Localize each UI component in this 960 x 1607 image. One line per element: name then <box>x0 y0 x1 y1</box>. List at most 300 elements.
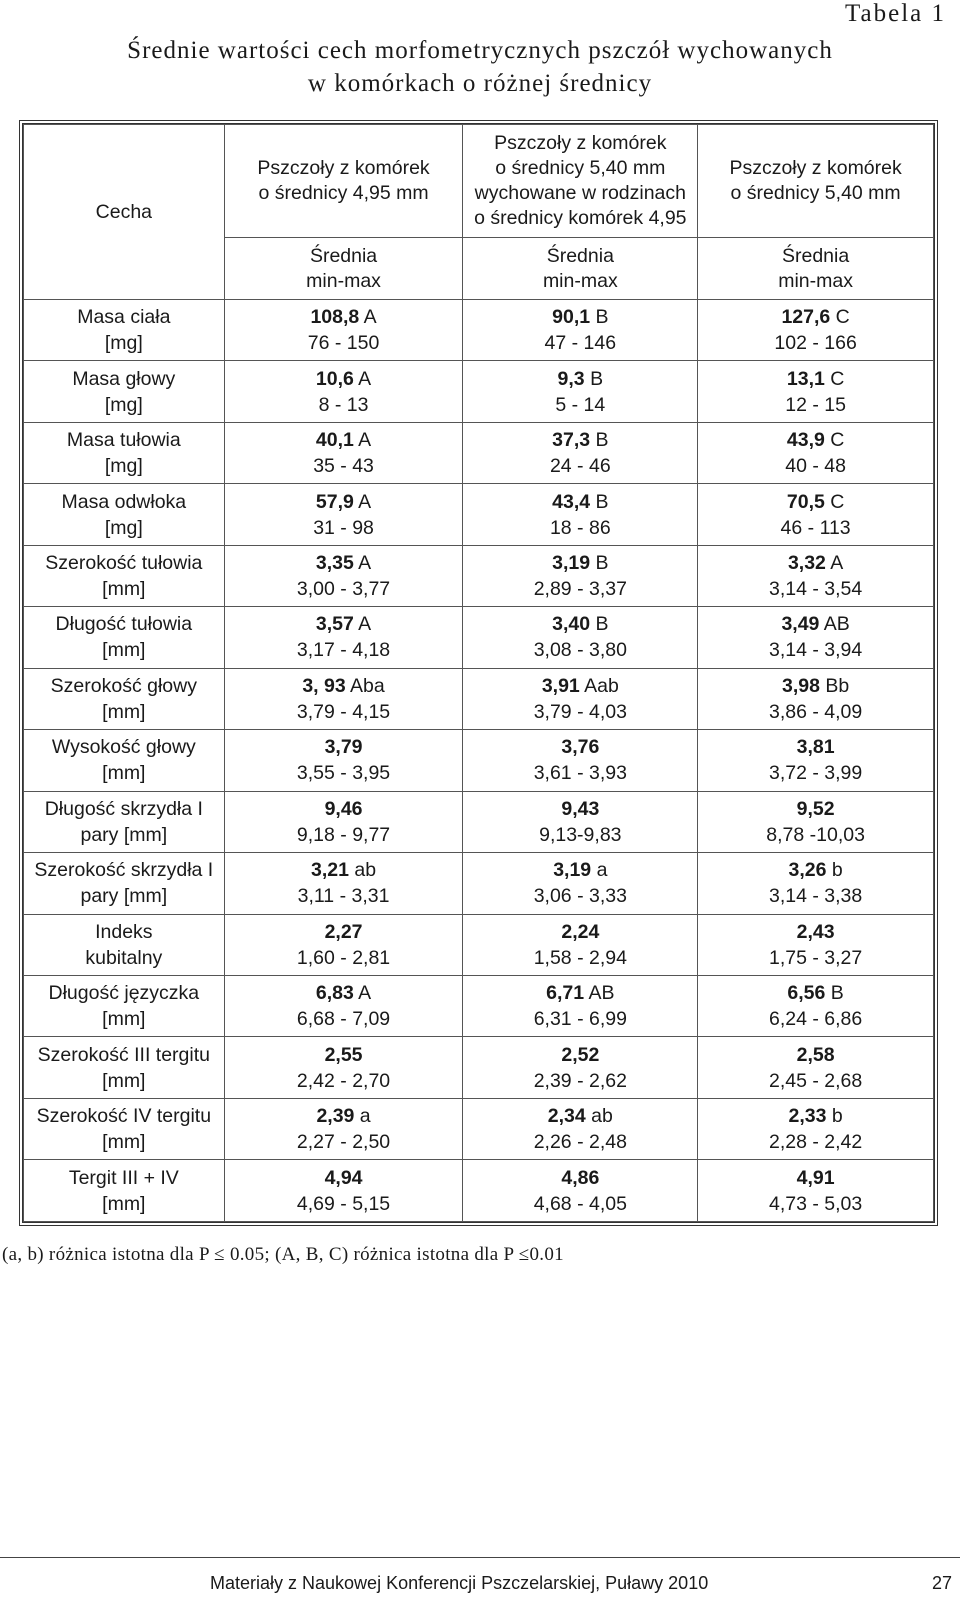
range-value: 3,06 - 3,33 <box>533 885 627 908</box>
mean-value: 3,76 <box>561 736 600 759</box>
cell-line: o średnicy 4,95 mm <box>258 182 429 204</box>
mean-value: 3,49 <box>781 613 820 636</box>
value-cell <box>224 1098 463 1159</box>
mean-value: 127,6 <box>781 306 831 329</box>
cell-line: Pszczoły z komórek <box>494 132 667 154</box>
mean-value: 9,46 <box>324 797 363 820</box>
mean-line <box>700 550 931 576</box>
range-value: 9,13-9,83 <box>539 823 622 846</box>
range-value: 3,79 - 4,15 <box>296 700 391 723</box>
trait-name <box>24 1098 225 1159</box>
cell-line: Średnia <box>546 244 614 267</box>
mean-value: 2,27 <box>324 920 363 943</box>
header-row <box>24 125 934 238</box>
mean-line <box>465 304 695 330</box>
trait-name <box>24 914 225 975</box>
range-value: 9,18 - 9,77 <box>296 823 391 846</box>
cell-line: Pszczoły z komórek <box>729 157 902 179</box>
cell-line: Długość skrzydła I <box>44 797 203 820</box>
range-value: 1,58 - 2,94 <box>533 946 627 969</box>
cell-line: pary [mm] <box>80 823 168 846</box>
mean-line <box>700 1165 931 1191</box>
range-value: 2,42 - 2,70 <box>296 1069 391 1092</box>
table-row <box>24 791 934 852</box>
cell-line: Masa ciała <box>77 306 171 329</box>
significance-group: B <box>584 367 604 390</box>
value-cell <box>463 668 698 729</box>
value-cell <box>463 484 698 545</box>
trait-name <box>24 300 225 361</box>
mean-line <box>700 1103 931 1129</box>
mean-line <box>700 366 931 392</box>
mean-line <box>227 366 461 392</box>
table-row <box>24 730 934 791</box>
table-row <box>24 914 934 975</box>
significance-group: ab <box>585 1105 613 1128</box>
mean-line <box>227 427 461 453</box>
significance-group: a <box>354 1105 371 1128</box>
cell-line: o średnicy komórek 4,95 <box>474 207 687 229</box>
header-group-1 <box>224 125 463 238</box>
significance-group: B <box>590 490 609 513</box>
range-value: 4,69 - 5,15 <box>296 1192 391 1215</box>
cell-line: [mm] <box>102 639 146 662</box>
cell-line: Szerokość skrzydła I <box>34 859 214 882</box>
value-cell <box>463 1037 698 1098</box>
mean-value: 3,21 <box>311 859 349 882</box>
value-cell <box>224 300 463 361</box>
mean-line <box>700 857 931 883</box>
morphometric-table <box>23 124 934 1222</box>
mean-line <box>465 1165 695 1191</box>
mean-value: 43,4 <box>552 490 591 513</box>
mean-value: 70,5 <box>786 490 825 513</box>
range-value: 2,39 - 2,62 <box>533 1069 627 1092</box>
table-row <box>24 300 934 361</box>
cell-line: Średnia <box>781 244 850 267</box>
cell-line: o średnicy 5,40 mm <box>730 182 901 204</box>
cell-line: [mg] <box>104 455 143 478</box>
mean-line <box>700 734 931 760</box>
table-row <box>24 484 934 545</box>
value-cell <box>698 300 934 361</box>
significance-group: A <box>353 552 372 575</box>
mean-line <box>465 980 695 1006</box>
table-row <box>24 668 934 729</box>
value-cell <box>698 668 934 729</box>
table-row <box>24 853 934 914</box>
cell-line: Szerokość głowy <box>50 674 197 697</box>
range-value: 3,11 - 3,31 <box>297 885 390 908</box>
significance-group: AB <box>819 613 850 636</box>
value-cell <box>224 361 463 422</box>
range-value: 12 - 15 <box>785 393 846 416</box>
range-value: 46 - 113 <box>780 516 851 539</box>
mean-value: 57,9 <box>315 490 354 513</box>
significance-group: Bb <box>819 674 850 697</box>
significance-group: A <box>353 982 372 1005</box>
mean-line <box>700 1042 931 1068</box>
value-cell <box>463 422 698 483</box>
mean-line <box>227 857 461 883</box>
cell-line: Masa odwłoka <box>61 490 187 513</box>
cell-line: [mg] <box>104 332 143 355</box>
mean-value: 10,6 <box>315 367 354 390</box>
mean-value: 2,24 <box>561 920 600 943</box>
significance-group: Aab <box>579 674 619 697</box>
trait-name <box>24 545 225 606</box>
cell-line: Szerokość IV tergitu <box>36 1105 212 1128</box>
mean-line <box>465 919 695 945</box>
value-cell <box>224 422 463 483</box>
range-value: 1,75 - 3,27 <box>768 946 863 969</box>
mean-value: 9,52 <box>796 797 835 820</box>
significance-group: A <box>353 429 372 452</box>
mean-value: 3,32 <box>787 552 826 575</box>
value-cell <box>698 975 934 1036</box>
mean-value: 90,1 <box>552 306 591 329</box>
subheader-cell <box>224 238 463 300</box>
mean-value: 108,8 <box>310 306 360 329</box>
mean-line <box>227 673 461 699</box>
value-cell <box>463 1098 698 1159</box>
cell-line: [mm] <box>102 1008 146 1031</box>
mean-value: 4,94 <box>324 1166 363 1189</box>
mean-value: 3,98 <box>781 674 820 697</box>
value-cell <box>698 422 934 483</box>
mean-value: 9,43 <box>561 797 600 820</box>
mean-line <box>227 734 461 760</box>
significance-group: ab <box>348 859 377 882</box>
significance-group: A <box>359 306 377 329</box>
cell-line: Masa tułowia <box>66 429 181 452</box>
mean-line <box>227 796 461 822</box>
mean-value: 3,19 <box>552 552 591 575</box>
cell-line: [mm] <box>102 578 146 601</box>
table-body <box>24 125 934 1222</box>
mean-value: 3,79 <box>324 736 363 759</box>
mean-line <box>227 304 461 330</box>
table-row <box>24 545 934 606</box>
value-cell <box>463 791 698 852</box>
cell-line: Szerokość III tergitu <box>37 1043 210 1066</box>
range-value: 4,68 - 4,05 <box>533 1192 627 1215</box>
mean-value: 3, 93 <box>302 674 346 697</box>
cell-line: [mm] <box>102 1192 146 1215</box>
significance-group: B <box>590 613 609 636</box>
range-value: 76 - 150 <box>307 332 380 355</box>
trait-name <box>24 668 225 729</box>
value-cell <box>698 1098 934 1159</box>
mean-line <box>227 919 461 945</box>
mean-line <box>700 673 931 699</box>
mean-line <box>465 489 695 515</box>
mean-value: 3,40 <box>552 613 591 636</box>
range-value: 3,72 - 3,99 <box>768 762 863 785</box>
cell-line: [mm] <box>102 700 146 723</box>
trait-name <box>24 1037 225 1098</box>
value-cell <box>463 300 698 361</box>
value-cell <box>463 545 698 606</box>
significance-group: A <box>353 613 372 636</box>
mean-line <box>700 796 931 822</box>
value-cell <box>224 791 463 852</box>
data-table-frame <box>22 123 935 1223</box>
mean-line <box>700 919 931 945</box>
range-value: 47 - 146 <box>544 332 617 355</box>
cell-line: [mg] <box>104 393 143 416</box>
cell-line: wychowane w rodzinach <box>474 182 686 204</box>
value-cell <box>463 975 698 1036</box>
cell-line: min-max <box>778 269 853 292</box>
header-cecha: Cecha <box>24 125 225 300</box>
mean-line <box>465 796 695 822</box>
value-cell <box>224 1037 463 1098</box>
value-cell <box>698 1037 934 1098</box>
trait-name <box>24 422 225 483</box>
mean-value: 2,39 <box>316 1105 355 1128</box>
mean-value: 9,3 <box>557 367 585 390</box>
cell-line: Wysokość głowy <box>51 736 196 759</box>
trait-name <box>24 1160 225 1222</box>
range-value: 2,45 - 2,68 <box>768 1069 863 1092</box>
value-cell <box>698 914 934 975</box>
range-value: 8,78 -10,03 <box>766 823 865 846</box>
trait-name <box>24 975 225 1036</box>
table-title <box>40 34 920 100</box>
range-value: 2,28 - 2,42 <box>768 1131 863 1154</box>
mean-value: 6,71 <box>546 982 585 1005</box>
mean-line <box>700 980 931 1006</box>
value-cell <box>698 484 934 545</box>
table-row <box>24 1037 934 1098</box>
range-value: 3,17 - 4,18 <box>296 639 391 662</box>
cell-line: Długość języczka <box>48 982 200 1005</box>
cell-line: Długość tułowia <box>55 613 193 636</box>
range-value: 5 - 14 <box>555 393 606 416</box>
mean-value: 3,19 <box>553 859 592 882</box>
cell-line: Indeks <box>95 920 153 943</box>
table-label: Tabela 1 <box>844 0 946 27</box>
cell-line: Masa głowy <box>72 367 176 390</box>
table-row <box>24 975 934 1036</box>
value-cell <box>463 730 698 791</box>
value-cell <box>463 914 698 975</box>
range-value: 6,68 - 7,09 <box>296 1008 391 1031</box>
value-cell <box>463 1160 698 1222</box>
trait-name <box>24 484 225 545</box>
range-value: 3,86 - 4,09 <box>768 700 863 723</box>
significance-group: A <box>353 367 372 390</box>
trait-name <box>24 730 225 791</box>
range-value: 6,24 - 6,86 <box>768 1008 863 1031</box>
mean-line <box>465 1103 695 1129</box>
mean-value: 37,3 <box>552 429 591 452</box>
range-value: 3,79 - 4,03 <box>533 700 627 723</box>
mean-value: 3,91 <box>541 674 580 697</box>
significance-group: C <box>824 490 845 513</box>
mean-line <box>227 1165 461 1191</box>
cell-line: Szerokość tułowia <box>45 552 203 575</box>
value-cell <box>224 1160 463 1222</box>
mean-value: 4,91 <box>796 1166 835 1189</box>
mean-line <box>227 1042 461 1068</box>
value-cell <box>698 791 934 852</box>
page-number: 27 <box>931 1573 952 1593</box>
trait-name <box>24 791 225 852</box>
significance-group: C <box>824 367 845 390</box>
mean-line <box>700 427 931 453</box>
mean-line <box>465 734 695 760</box>
significance-group: B <box>590 306 609 329</box>
significance-group: C <box>830 306 850 329</box>
mean-line <box>227 980 461 1006</box>
range-value: 35 - 43 <box>313 455 374 478</box>
value-cell <box>698 853 934 914</box>
range-value: 6,31 - 6,99 <box>533 1008 627 1031</box>
table-row <box>24 607 934 668</box>
significance-group: B <box>590 429 609 452</box>
significance-group: Aba <box>345 674 385 697</box>
mean-line <box>700 304 931 330</box>
header-group-2 <box>463 125 698 238</box>
trait-name <box>24 607 225 668</box>
table-row <box>24 1160 934 1222</box>
significance-group: B <box>590 552 609 575</box>
value-cell <box>463 361 698 422</box>
trait-name <box>24 361 225 422</box>
mean-line <box>227 489 461 515</box>
cell-line: Pszczoły z komórek <box>257 157 430 179</box>
subheader-cell <box>698 238 934 300</box>
value-cell <box>224 545 463 606</box>
header-group-3 <box>698 125 934 238</box>
range-value: 2,26 - 2,48 <box>533 1131 627 1154</box>
mean-line <box>227 1103 461 1129</box>
cell-line: [mm] <box>102 1069 146 1092</box>
table-row <box>24 422 934 483</box>
mean-line <box>465 611 695 637</box>
significance-group: a <box>591 859 608 882</box>
mean-line <box>227 550 461 576</box>
mean-value: 43,9 <box>786 429 825 452</box>
mean-line <box>465 427 695 453</box>
value-cell <box>224 975 463 1036</box>
mean-line <box>700 489 931 515</box>
mean-line <box>465 1042 695 1068</box>
value-cell <box>698 607 934 668</box>
mean-value: 3,35 <box>315 552 354 575</box>
mean-line <box>465 366 695 392</box>
significance-group: AB <box>584 982 615 1005</box>
range-value: 102 - 166 <box>774 332 857 355</box>
mean-value: 6,83 <box>315 982 354 1005</box>
mean-value: 3,57 <box>315 613 354 636</box>
significance-group: b <box>826 1105 843 1128</box>
range-value: 3,61 - 3,93 <box>533 762 627 785</box>
range-value: 3,00 - 3,77 <box>296 578 391 601</box>
range-value: 3,14 - 3,54 <box>768 578 863 601</box>
range-value: 40 - 48 <box>785 455 846 478</box>
mean-value: 6,56 <box>787 982 826 1005</box>
cell-line: Średnia <box>309 244 378 267</box>
mean-value: 4,86 <box>561 1166 600 1189</box>
range-value: 31 - 98 <box>313 516 374 539</box>
footnote: (a, b) różnica istotna dla P ≤ 0.05; (A, B, C) różnica istotna dla P ≤0.01 <box>2 1244 564 1265</box>
mean-value: 2,55 <box>324 1043 363 1066</box>
value-cell <box>224 853 463 914</box>
table-row <box>24 361 934 422</box>
title-line-2: w komórkach o różnej średnicy <box>307 70 653 97</box>
range-value: 1,60 - 2,81 <box>296 946 391 969</box>
value-cell <box>224 914 463 975</box>
value-cell <box>698 730 934 791</box>
significance-group: b <box>826 859 843 882</box>
range-value: 3,55 - 3,95 <box>296 762 391 785</box>
significance-group: B <box>825 982 844 1005</box>
value-cell <box>224 730 463 791</box>
trait-name <box>24 853 225 914</box>
mean-value: 2,34 <box>547 1105 586 1128</box>
cell-line: Tergit III + IV <box>68 1166 179 1189</box>
mean-value: 3,26 <box>788 859 827 882</box>
mean-value: 2,43 <box>796 920 835 943</box>
range-value: 4,73 - 5,03 <box>768 1192 863 1215</box>
range-value: 3,14 - 3,94 <box>768 639 863 662</box>
mean-value: 40,1 <box>315 429 354 452</box>
value-cell <box>698 1160 934 1222</box>
range-value: 2,27 - 2,50 <box>296 1131 391 1154</box>
range-value: 18 - 86 <box>549 516 611 539</box>
footer-divider <box>0 1557 960 1558</box>
cell-line: [mm] <box>102 1131 146 1154</box>
value-cell <box>463 607 698 668</box>
significance-group: A <box>825 552 844 575</box>
value-cell <box>698 361 934 422</box>
mean-value: 3,81 <box>796 736 835 759</box>
range-value: 8 - 13 <box>318 393 369 416</box>
mean-line <box>700 611 931 637</box>
value-cell <box>698 545 934 606</box>
cell-line: kubitalny <box>85 946 163 969</box>
title-line-1: Średnie wartości cech morfometrycznych pszczół wychowanych <box>127 37 833 64</box>
value-cell <box>463 853 698 914</box>
mean-line <box>227 611 461 637</box>
mean-line <box>465 550 695 576</box>
mean-line <box>465 673 695 699</box>
range-value: 24 - 46 <box>549 455 611 478</box>
cell-line: min-max <box>306 269 381 292</box>
value-cell <box>224 607 463 668</box>
cell-line: [mg] <box>104 516 143 539</box>
mean-value: 2,33 <box>788 1105 827 1128</box>
footer-text: Materiały z Naukowej Konferencji Pszczelarskiej, Puławy 2010 <box>210 1573 709 1593</box>
subheader-cell <box>463 238 698 300</box>
range-value: 2,89 - 3,37 <box>533 578 627 601</box>
mean-line <box>465 857 695 883</box>
mean-value: 2,58 <box>796 1043 835 1066</box>
mean-value: 13,1 <box>786 367 825 390</box>
table-row <box>24 1098 934 1159</box>
value-cell <box>224 484 463 545</box>
cell-line: [mm] <box>102 762 146 785</box>
cell-line: pary [mm] <box>80 885 168 908</box>
range-value: 3,14 - 3,38 <box>768 885 863 908</box>
value-cell <box>224 668 463 729</box>
significance-group: C <box>824 429 845 452</box>
mean-value: 2,52 <box>561 1043 600 1066</box>
significance-group: A <box>353 490 372 513</box>
